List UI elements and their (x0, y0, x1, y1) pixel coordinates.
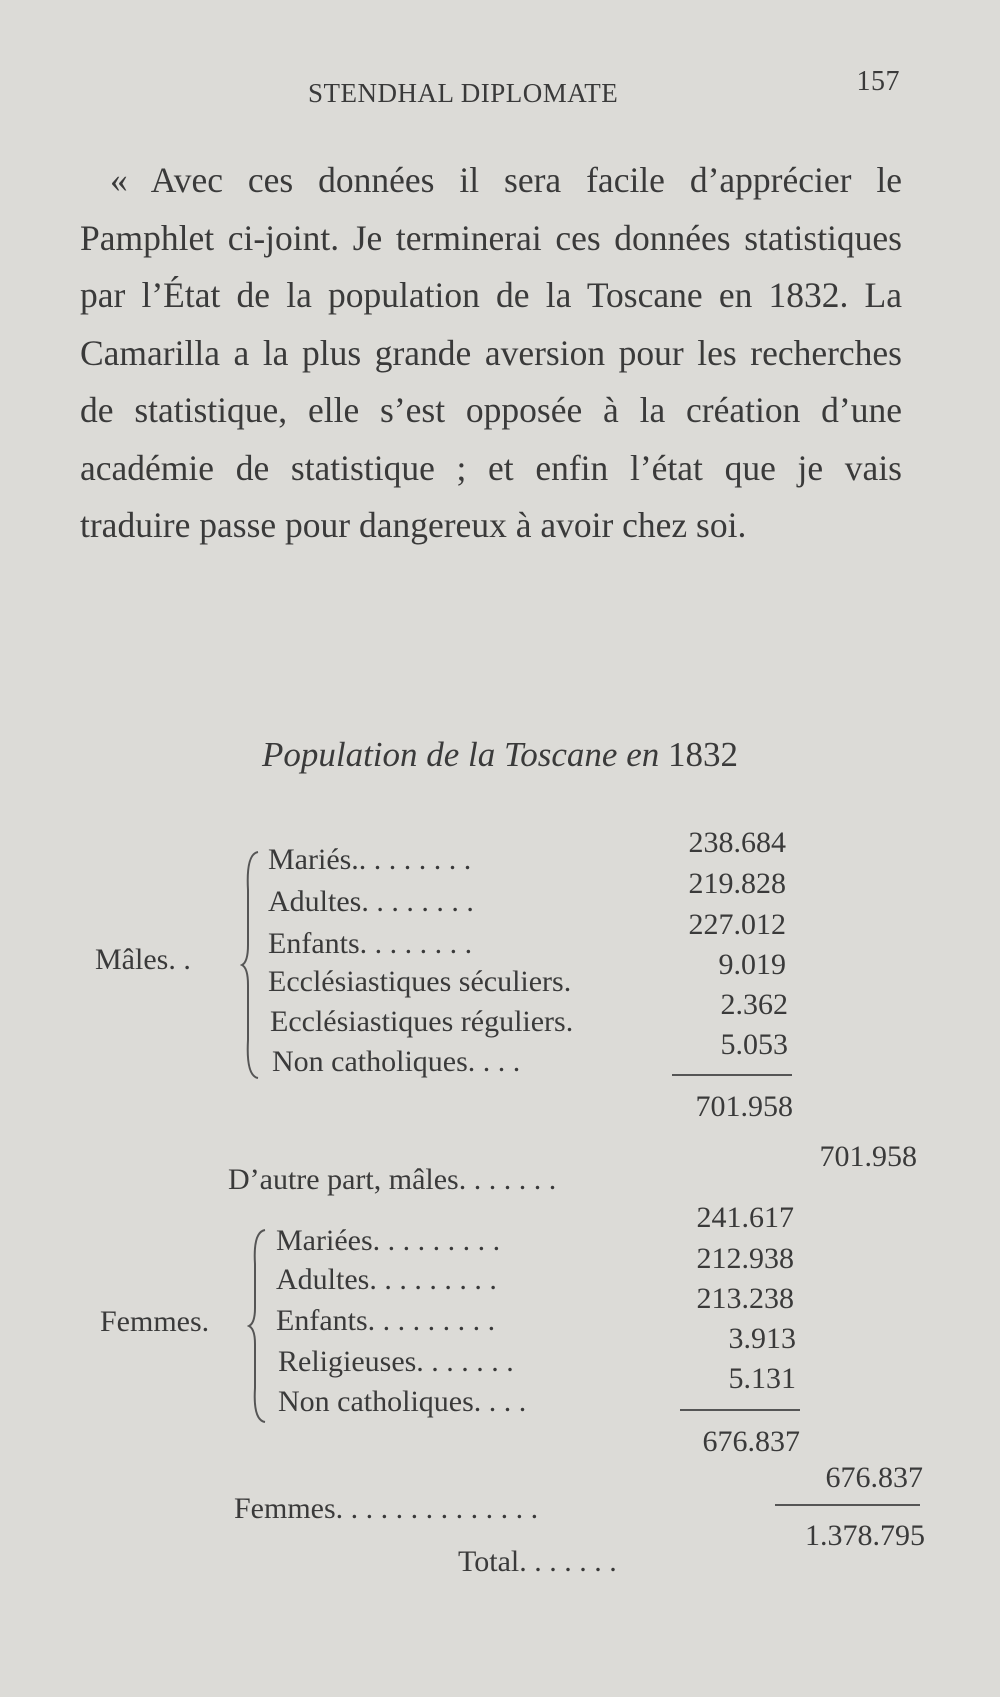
females-row-label: Enfants. . . . . . . . . (276, 1304, 496, 1337)
females-row-value: 3.913 (728, 1322, 796, 1355)
females-subtotal-rule (680, 1409, 800, 1411)
females-row-label: Non catholiques. . . . (278, 1385, 527, 1418)
females-row-value: 213.238 (696, 1282, 794, 1315)
males-brace (240, 850, 262, 1080)
page-header (80, 66, 900, 106)
females-row-value: 241.617 (696, 1201, 794, 1234)
grand-total-value: 1.378.795 (805, 1519, 925, 1552)
females-row-value: 212.938 (696, 1242, 794, 1275)
females-row-label: Religieuses. . . . . . . (278, 1345, 514, 1378)
grand-total-rule (775, 1504, 920, 1506)
femmes-total-value: 676.837 (825, 1461, 923, 1494)
females-row-value: 5.131 (728, 1362, 796, 1395)
males-row-label: Non catholiques. . . . (272, 1045, 521, 1078)
males-row-label: Mariés.. . . . . . . . (268, 843, 472, 876)
femmes-total-label: Femmes. . . . . . . . . . . . . . (234, 1492, 539, 1525)
carry-label: D’autre part, mâles. . . . . . . (228, 1163, 557, 1196)
grand-total-label: Total. . . . . . . (458, 1545, 617, 1578)
body-paragraph: « Avec ces données il sera facile d’apprécier le Pamphlet ci-joint. Je terminerai ces données statistiques par l’État de la population de la Toscane en 1832. La Camarilla a la plus grande aversion pour les recherches de statistique, elle s’est opposée à la création d’une académie de statistique ; et enfin l’état que je vais traduire passe pour dangereux à avoir chez soi. (80, 160, 902, 545)
carry-value: 701.958 (819, 1140, 917, 1173)
table-title-text: Population de la Toscane en (261, 735, 660, 774)
males-subtotal-rule (672, 1074, 792, 1076)
males-row-value: 227.012 (688, 908, 786, 941)
males-row-value: 219.828 (688, 867, 786, 900)
males-row-label: Enfants. . . . . . . . (268, 927, 473, 960)
males-row-label: Ecclésiastiques réguliers. (270, 1005, 574, 1038)
running-title: STENDHAL DIPLOMATE (308, 78, 619, 108)
table-title-year: 1832 (668, 735, 739, 774)
females-subtotal: 676.837 (702, 1425, 800, 1458)
males-row-label: Ecclésiastiques séculiers. (268, 965, 572, 998)
females-row-label: Mariées. . . . . . . . . (276, 1224, 501, 1257)
males-row-label: Adultes. . . . . . . . (268, 885, 474, 918)
females-brace (247, 1228, 269, 1424)
males-subtotal: 701.958 (695, 1090, 793, 1123)
males-row-value: 9.019 (718, 948, 786, 981)
page-number: 157 (856, 66, 900, 97)
females-row-label: Adultes. . . . . . . . . (276, 1263, 497, 1296)
table-title (0, 735, 1000, 775)
males-row-value: 238.684 (688, 826, 786, 859)
females-group-label: Femmes. (100, 1305, 210, 1338)
males-row-value: 2.362 (720, 988, 788, 1021)
males-row-value: 5.053 (720, 1028, 788, 1061)
males-group-label: Mâles. . (95, 943, 191, 976)
